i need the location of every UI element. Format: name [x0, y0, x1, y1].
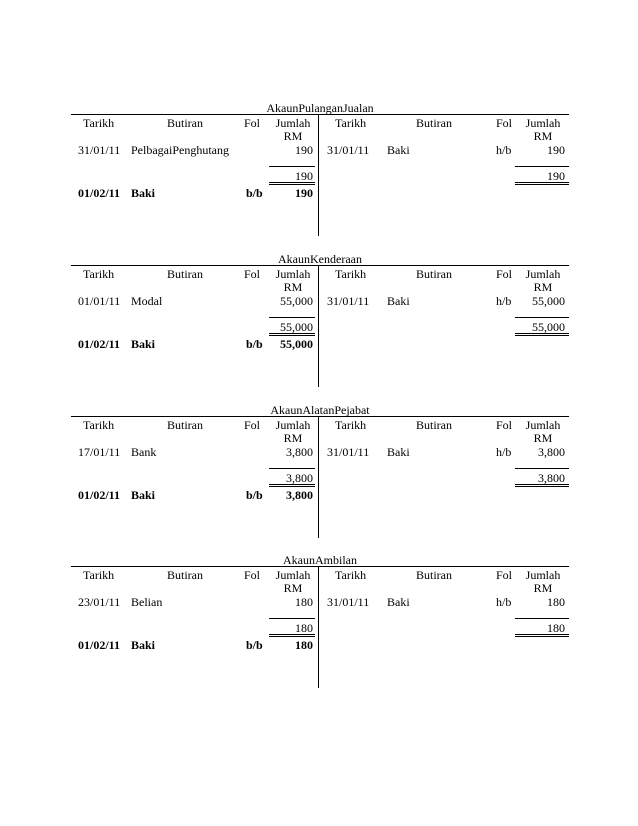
header-currency-debit: RM: [283, 581, 303, 595]
balance-desc: Baki: [131, 186, 156, 200]
credit-date: 31/01/11: [327, 595, 370, 609]
header-amount-credit: Jumlah: [525, 116, 561, 130]
header-amount-debit: Jumlah: [275, 116, 311, 130]
balance-desc: Baki: [131, 488, 156, 502]
credit-amount: 55,000: [532, 294, 565, 308]
credit-total: 190: [547, 169, 565, 183]
header-folio-debit: Fol: [244, 267, 261, 281]
header-currency-debit: RM: [283, 280, 303, 294]
debit-amount: 55,000: [280, 294, 313, 308]
debit-date: 17/01/11: [78, 445, 121, 459]
header-desc-debit: Butiran: [167, 568, 203, 582]
balance-amount: 180: [295, 638, 313, 652]
credit-total-rule: [515, 317, 569, 318]
credit-amount: 180: [547, 595, 565, 609]
account-title: AkaunKenderaan: [278, 252, 362, 266]
balance-desc: Baki: [131, 638, 156, 652]
balance-amount: 190: [295, 186, 313, 200]
balance-folio: b/b: [246, 337, 263, 351]
account-top-rule: [71, 416, 569, 417]
header-amount-debit: Jumlah: [275, 267, 311, 281]
balance-folio: b/b: [246, 488, 263, 502]
balance-folio: b/b: [246, 638, 263, 652]
header-currency-credit: RM: [533, 129, 553, 143]
header-date-debit: Tarikh: [83, 418, 115, 432]
header-desc-credit: Butiran: [416, 568, 452, 582]
debit-double-rule: [269, 333, 315, 336]
debit-total: 55,000: [280, 320, 313, 334]
account-title: AkaunAlatanPejabat: [270, 403, 370, 417]
debit-total: 180: [295, 621, 313, 635]
debit-date: 31/01/11: [78, 143, 121, 157]
header-date-debit: Tarikh: [83, 568, 115, 582]
ledger-account: [71, 101, 569, 236]
credit-desc: Baki: [387, 143, 410, 157]
balance-date: 01/02/11: [78, 186, 121, 200]
ledger-account: [71, 553, 569, 688]
header-date-credit: Tarikh: [335, 418, 367, 432]
debit-desc: Modal: [131, 294, 163, 308]
header-folio-debit: Fol: [244, 418, 261, 432]
credit-amount: 190: [547, 143, 565, 157]
credit-total-rule: [515, 166, 569, 167]
credit-total-rule: [515, 618, 569, 619]
balance-desc: Baki: [131, 337, 156, 351]
account-divider: [318, 115, 319, 236]
debit-desc: Belian: [131, 595, 163, 609]
debit-total: 3,800: [286, 471, 313, 485]
credit-amount: 3,800: [538, 445, 565, 459]
credit-double-rule: [515, 484, 569, 487]
header-date-credit: Tarikh: [335, 116, 367, 130]
account-divider: [318, 567, 319, 688]
header-amount-debit: Jumlah: [275, 418, 311, 432]
account-title: AkaunAmbilan: [283, 553, 357, 567]
header-currency-credit: RM: [533, 581, 553, 595]
header-folio-credit: Fol: [496, 267, 513, 281]
ledger-account: [71, 403, 569, 538]
header-date-debit: Tarikh: [83, 116, 115, 130]
credit-total: 3,800: [538, 471, 565, 485]
credit-double-rule: [515, 182, 569, 185]
account-top-rule: [71, 566, 569, 567]
balance-date: 01/02/11: [78, 337, 121, 351]
header-folio-credit: Fol: [496, 418, 513, 432]
ledger-account: [71, 252, 569, 387]
credit-date: 31/01/11: [327, 294, 370, 308]
credit-double-rule: [515, 333, 569, 336]
header-folio-credit: Fol: [496, 568, 513, 582]
debit-double-rule: [269, 484, 315, 487]
credit-date: 31/01/11: [327, 143, 370, 157]
header-desc-debit: Butiran: [167, 418, 203, 432]
debit-double-rule: [269, 182, 315, 185]
balance-folio: b/b: [246, 186, 263, 200]
account-divider: [318, 417, 319, 538]
credit-folio: h/b: [496, 595, 512, 609]
header-desc-credit: Butiran: [416, 116, 452, 130]
debit-total-rule: [269, 166, 315, 167]
header-folio-credit: Fol: [496, 116, 513, 130]
credit-desc: Baki: [387, 445, 410, 459]
header-desc-credit: Butiran: [416, 267, 452, 281]
header-date-credit: Tarikh: [335, 568, 367, 582]
header-currency-credit: RM: [533, 431, 553, 445]
debit-total-rule: [269, 317, 315, 318]
debit-amount: 180: [295, 595, 313, 609]
credit-total: 180: [547, 621, 565, 635]
balance-amount: 3,800: [286, 488, 313, 502]
debit-amount: 190: [295, 143, 313, 157]
debit-total: 190: [295, 169, 313, 183]
balance-date: 01/02/11: [78, 638, 121, 652]
balance-amount: 55,000: [280, 337, 313, 351]
credit-folio: h/b: [496, 294, 512, 308]
credit-double-rule: [515, 634, 569, 637]
debit-desc: Bank: [131, 445, 157, 459]
header-amount-credit: Jumlah: [525, 418, 561, 432]
header-amount-credit: Jumlah: [525, 267, 561, 281]
debit-date: 23/01/11: [78, 595, 121, 609]
header-amount-credit: Jumlah: [525, 568, 561, 582]
credit-folio: h/b: [496, 143, 512, 157]
credit-total: 55,000: [532, 320, 565, 334]
debit-double-rule: [269, 634, 315, 637]
header-desc-credit: Butiran: [416, 418, 452, 432]
debit-total-rule: [269, 618, 315, 619]
header-folio-debit: Fol: [244, 568, 261, 582]
credit-total-rule: [515, 468, 569, 469]
account-top-rule: [71, 114, 569, 115]
debit-total-rule: [269, 468, 315, 469]
header-desc-debit: Butiran: [167, 267, 203, 281]
header-currency-debit: RM: [283, 431, 303, 445]
debit-amount: 3,800: [286, 445, 313, 459]
account-top-rule: [71, 265, 569, 266]
header-currency-credit: RM: [533, 280, 553, 294]
header-desc-debit: Butiran: [167, 116, 203, 130]
credit-desc: Baki: [387, 294, 410, 308]
header-amount-debit: Jumlah: [275, 568, 311, 582]
credit-desc: Baki: [387, 595, 410, 609]
header-currency-debit: RM: [283, 129, 303, 143]
header-folio-debit: Fol: [244, 116, 261, 130]
debit-date: 01/01/11: [78, 294, 121, 308]
account-divider: [318, 266, 319, 387]
header-date-debit: Tarikh: [83, 267, 115, 281]
credit-folio: h/b: [496, 445, 512, 459]
account-title: AkaunPulanganJualan: [266, 101, 374, 115]
balance-date: 01/02/11: [78, 488, 121, 502]
debit-desc: PelbagaiPenghutang: [131, 143, 229, 157]
credit-date: 31/01/11: [327, 445, 370, 459]
header-date-credit: Tarikh: [335, 267, 367, 281]
